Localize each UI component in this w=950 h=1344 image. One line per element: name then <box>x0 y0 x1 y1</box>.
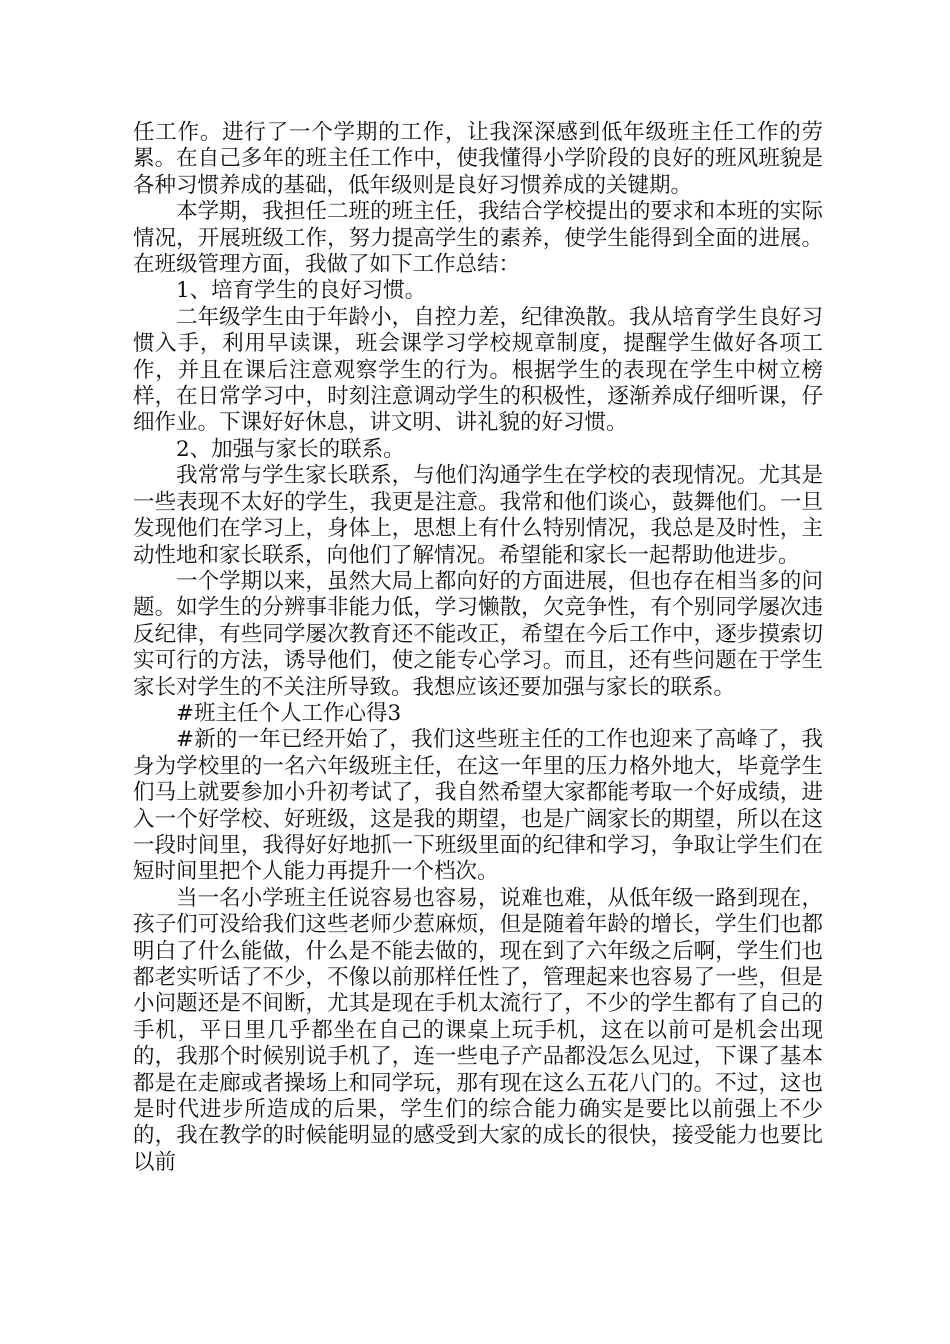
document-body <box>133 120 823 1176</box>
section-heading-parents: 2、加强与家长的联系。 <box>176 436 405 462</box>
paragraph-7: 当一名小学班主任说容易也容易，说难也难，从低年级一路到现在，孩子们可没给我们这些老师少惹麻烦，但是随着年龄的增长，学生们也都明白了什么能做，什么是不能去做的，现在到了六年级之后啊，学生们也都老实听话了不少，不像以前那样任性了，管理起来也容易了一些，但是小问题还是不间断，尤其是现在手机太流行了，不少的学生都有了自己的手机，平日里几乎都坐在自己的课桌上玩手机，这在以前可是机会出现的，我那个时候别说手机了，连一些电子产品都没怎么见过，下课了基本都是在走廊或者操场上和同学玩，那有现在这么五花八门的。不过，这也是时代进步所造成的后果，学生们的综合能力确实是要比以前强上不少的，我在教学的时候能明显的感受到大家的成长的很快，接受能力也要比以前 <box>133 885 823 1175</box>
section-heading-habits: 1、培育学生的良好习惯。 <box>176 278 427 304</box>
paragraph-4: 我常常与学生家长联系，与他们沟通学生在学校的表现情况。尤其是一些表现不太好的学生，我更是注意。我常和他们谈心，鼓舞他们。一旦发现他们在学习上，身体上，思想上有什么特别情况，我总是及时性，主动性地和家长联系，向他们了解情况。希望能和家长一起帮助他进步。 <box>133 463 823 568</box>
paragraph-5: 一个学期以来，虽然大局上都向好的方面进展，但也存在相当多的问题。如学生的分辨事非能力低，学习懒散，欠竞争性，有个别同学屡次违反纪律，有些同学屡次教育还不能改正，希望在今后工作中，逐步摸索切实可行的方法，诱导他们，使之能专心学习。而且，还有些问题在于学生家长对学生的不关注所导致。我想应该还要加强与家长的联系。 <box>133 568 823 700</box>
section-title-3: #班主任个人工作心得3 <box>176 700 402 726</box>
paragraph-3: 二年级学生由于年龄小，自控力差，纪律涣散。我从培育学生良好习惯入手，利用早读课，班会课学习学校规章制度，提醒学生做好各项工作，并且在课后注意观察学生的行为。根据学生的表现在学生中树立榜样，在日常学习中，时刻注意调动学生的积极性，逐渐养成仔细听课，仔细作业。下课好好休息，讲文明、讲礼貌的好习惯。 <box>133 304 823 436</box>
paragraph-6: #新的一年已经开始了，我们这些班主任的工作也迎来了高峰了，我身为学校里的一名六年级班主任，在这一年里的压力格外地大，毕竟学生们马上就要参加小升初考试了，我自然希望大家都能考取一个好成绩，进入一个好学校、好班级，这是我的期望，也是广阔家长的期望，所以在这一段时间里，我得好好地抓一下班级里面的纪律和学习，争取让学生们在短时间里把个人能力再提升一个档次。 <box>133 727 823 885</box>
paragraph-2: 本学期，我担任二班的班主任，我结合学校提出的要求和本班的实际情况，开展班级工作，努力提高学生的素养，使学生能得到全面的进展。在班级管理方面，我做了如下工作总结： <box>133 199 823 278</box>
paragraph-1: 任工作。进行了一个学期的工作，让我深深感到低年级班主任工作的劳累。在自己多年的班主任工作中，使我懂得小学阶段的良好的班风班貌是各种习惯养成的基础，低年级则是良好习惯养成的关键期。 <box>133 120 823 198</box>
